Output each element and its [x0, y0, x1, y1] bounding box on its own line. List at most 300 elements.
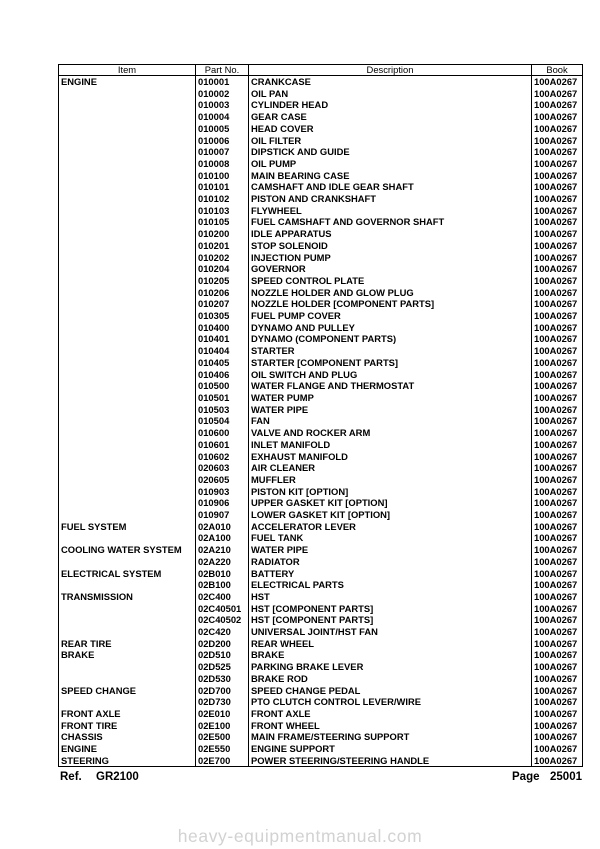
- cell-item: [59, 193, 196, 205]
- cell-description: RADIATOR: [249, 556, 532, 568]
- cell-book: 100A0267: [532, 310, 583, 322]
- cell-book: 100A0267: [532, 497, 583, 509]
- cell-part-no: 02B100: [196, 579, 249, 591]
- table-row: [59, 369, 583, 381]
- table-row: [59, 720, 583, 732]
- cell-book: 100A0267: [532, 439, 583, 451]
- table-row: [59, 216, 583, 228]
- cell-item: [59, 357, 196, 369]
- column-header-description: Description: [249, 65, 532, 76]
- cell-part-no: 010903: [196, 486, 249, 498]
- table-row: [59, 439, 583, 451]
- cell-part-no: 010100: [196, 170, 249, 182]
- cell-item: CHASSIS: [59, 731, 196, 743]
- cell-description: WATER FLANGE AND THERMOSTAT: [249, 380, 532, 392]
- cell-book: 100A0267: [532, 755, 583, 767]
- cell-part-no: 02D525: [196, 661, 249, 673]
- cell-item: [59, 462, 196, 474]
- table-row: [59, 603, 583, 615]
- cell-description: BRAKE: [249, 649, 532, 661]
- cell-book: 100A0267: [532, 579, 583, 591]
- cell-description: NOZZLE HOLDER AND GLOW PLUG: [249, 287, 532, 299]
- cell-description: LOWER GASKET KIT [OPTION]: [249, 509, 532, 521]
- cell-part-no: 02D730: [196, 696, 249, 708]
- cell-description: SPEED CONTROL PLATE: [249, 275, 532, 287]
- cell-item: [59, 322, 196, 334]
- table-row: [59, 486, 583, 498]
- cell-description: UPPER GASKET KIT [OPTION]: [249, 497, 532, 509]
- cell-description: DYNAMO (COMPONENT PARTS): [249, 333, 532, 345]
- cell-part-no: 010503: [196, 404, 249, 416]
- cell-item: [59, 614, 196, 626]
- cell-part-no: 010405: [196, 357, 249, 369]
- cell-item: [59, 556, 196, 568]
- cell-item: ELECTRICAL SYSTEM: [59, 568, 196, 580]
- cell-part-no: 010007: [196, 146, 249, 158]
- cell-description: ACCELERATOR LEVER: [249, 521, 532, 533]
- table-row: [59, 731, 583, 743]
- table-row: [59, 462, 583, 474]
- cell-part-no: 02E500: [196, 731, 249, 743]
- cell-item: [59, 298, 196, 310]
- cell-item: [59, 333, 196, 345]
- table-row: [59, 193, 583, 205]
- table-row: [59, 275, 583, 287]
- cell-part-no: 010600: [196, 427, 249, 439]
- table-row: [59, 521, 583, 533]
- table-row: [59, 298, 583, 310]
- cell-item: COOLING WATER SYSTEM: [59, 544, 196, 556]
- table-row: [59, 287, 583, 299]
- table-body: [59, 76, 583, 767]
- cell-item: [59, 158, 196, 170]
- table-row: [59, 310, 583, 322]
- cell-item: [59, 263, 196, 275]
- cell-book: 100A0267: [532, 720, 583, 732]
- table-row: [59, 392, 583, 404]
- cell-part-no: 020605: [196, 474, 249, 486]
- cell-description: OIL PAN: [249, 88, 532, 100]
- table-row: [59, 181, 583, 193]
- cell-book: 100A0267: [532, 99, 583, 111]
- cell-book: 100A0267: [532, 369, 583, 381]
- cell-book: 100A0267: [532, 345, 583, 357]
- cell-item: FUEL SYSTEM: [59, 521, 196, 533]
- column-header-book: Book: [532, 65, 583, 76]
- cell-book: 100A0267: [532, 298, 583, 310]
- cell-item: [59, 205, 196, 217]
- cell-description: OIL SWITCH AND PLUG: [249, 369, 532, 381]
- cell-item: [59, 603, 196, 615]
- cell-item: [59, 228, 196, 240]
- cell-book: 100A0267: [532, 263, 583, 275]
- cell-part-no: 02C40501: [196, 603, 249, 615]
- cell-item: [59, 392, 196, 404]
- table-row: [59, 661, 583, 673]
- cell-description: POWER STEERING/STEERING HANDLE: [249, 755, 532, 767]
- cell-part-no: 02A010: [196, 521, 249, 533]
- table-row: [59, 88, 583, 100]
- cell-description: HST: [249, 591, 532, 603]
- cell-part-no: 010601: [196, 439, 249, 451]
- cell-item: [59, 181, 196, 193]
- cell-item: [59, 88, 196, 100]
- cell-book: 100A0267: [532, 123, 583, 135]
- cell-part-no: 02D510: [196, 649, 249, 661]
- cell-book: 100A0267: [532, 544, 583, 556]
- table-row: [59, 345, 583, 357]
- cell-book: 100A0267: [532, 638, 583, 650]
- cell-part-no: 02E010: [196, 708, 249, 720]
- cell-description: WATER PUMP: [249, 392, 532, 404]
- cell-book: 100A0267: [532, 322, 583, 334]
- cell-description: PARKING BRAKE LEVER: [249, 661, 532, 673]
- cell-part-no: 010200: [196, 228, 249, 240]
- cell-item: [59, 661, 196, 673]
- cell-description: UNIVERSAL JOINT/HST FAN: [249, 626, 532, 638]
- cell-book: 100A0267: [532, 170, 583, 182]
- table-row: [59, 614, 583, 626]
- cell-description: FAN: [249, 415, 532, 427]
- cell-item: [59, 579, 196, 591]
- cell-description: PISTON KIT [OPTION]: [249, 486, 532, 498]
- table-row: [59, 380, 583, 392]
- cell-part-no: 010102: [196, 193, 249, 205]
- cell-item: BRAKE: [59, 649, 196, 661]
- cell-description: IDLE APPARATUS: [249, 228, 532, 240]
- column-header-item: Item: [59, 65, 196, 76]
- cell-part-no: 02B010: [196, 568, 249, 580]
- cell-description: FRONT WHEEL: [249, 720, 532, 732]
- table-row: [59, 111, 583, 123]
- cell-description: MUFFLER: [249, 474, 532, 486]
- table-row: [59, 170, 583, 182]
- table-row: [59, 532, 583, 544]
- table-row: [59, 626, 583, 638]
- ref-value: GR2100: [96, 771, 139, 783]
- cell-book: 100A0267: [532, 673, 583, 685]
- table-row: [59, 649, 583, 661]
- cell-part-no: 010400: [196, 322, 249, 334]
- cell-item: [59, 123, 196, 135]
- table-row: [59, 755, 583, 767]
- cell-description: MAIN BEARING CASE: [249, 170, 532, 182]
- cell-book: 100A0267: [532, 451, 583, 463]
- page-number: 25001: [550, 771, 582, 783]
- cell-item: [59, 696, 196, 708]
- cell-book: 100A0267: [532, 591, 583, 603]
- parts-table: [58, 64, 583, 767]
- table-row: [59, 743, 583, 755]
- cell-book: 100A0267: [532, 731, 583, 743]
- cell-book: 100A0267: [532, 427, 583, 439]
- cell-part-no: 02E550: [196, 743, 249, 755]
- table-row: [59, 123, 583, 135]
- cell-description: ELECTRICAL PARTS: [249, 579, 532, 591]
- table-row: [59, 579, 583, 591]
- cell-part-no: 02E100: [196, 720, 249, 732]
- cell-item: [59, 240, 196, 252]
- table-row: [59, 708, 583, 720]
- cell-book: 100A0267: [532, 462, 583, 474]
- cell-book: 100A0267: [532, 240, 583, 252]
- cell-item: [59, 135, 196, 147]
- cell-description: REAR WHEEL: [249, 638, 532, 650]
- table-row: [59, 427, 583, 439]
- cell-part-no: 010103: [196, 205, 249, 217]
- cell-book: 100A0267: [532, 158, 583, 170]
- cell-item: ENGINE: [59, 743, 196, 755]
- cell-book: 100A0267: [532, 404, 583, 416]
- cell-description: NOZZLE HOLDER [COMPONENT PARTS]: [249, 298, 532, 310]
- table-row: [59, 451, 583, 463]
- cell-book: 100A0267: [532, 509, 583, 521]
- table-row: [59, 99, 583, 111]
- cell-part-no: 02A210: [196, 544, 249, 556]
- cell-book: 100A0267: [532, 392, 583, 404]
- cell-item: [59, 345, 196, 357]
- table-row: [59, 76, 583, 88]
- cell-item: [59, 415, 196, 427]
- cell-book: 100A0267: [532, 556, 583, 568]
- cell-description: BRAKE ROD: [249, 673, 532, 685]
- cell-part-no: 02A100: [196, 532, 249, 544]
- cell-description: STOP SOLENOID: [249, 240, 532, 252]
- cell-part-no: 02A220: [196, 556, 249, 568]
- parts-index-sheet: [58, 64, 582, 767]
- cell-description: GEAR CASE: [249, 111, 532, 123]
- table-row: [59, 146, 583, 158]
- cell-description: HST [COMPONENT PARTS]: [249, 603, 532, 615]
- cell-book: 100A0267: [532, 521, 583, 533]
- cell-description: DYNAMO AND PULLEY: [249, 322, 532, 334]
- cell-item: TRANSMISSION: [59, 591, 196, 603]
- cell-book: 100A0267: [532, 287, 583, 299]
- cell-item: [59, 532, 196, 544]
- cell-description: BATTERY: [249, 568, 532, 580]
- cell-description: DIPSTICK AND GUIDE: [249, 146, 532, 158]
- cell-book: 100A0267: [532, 111, 583, 123]
- cell-part-no: 010006: [196, 135, 249, 147]
- cell-item: [59, 310, 196, 322]
- cell-book: 100A0267: [532, 743, 583, 755]
- cell-item: SPEED CHANGE: [59, 685, 196, 697]
- cell-description: OIL FILTER: [249, 135, 532, 147]
- cell-book: 100A0267: [532, 568, 583, 580]
- cell-part-no: 010907: [196, 509, 249, 521]
- cell-book: 100A0267: [532, 135, 583, 147]
- table-row: [59, 568, 583, 580]
- cell-book: 100A0267: [532, 216, 583, 228]
- cell-description: AIR CLEANER: [249, 462, 532, 474]
- table-row: [59, 673, 583, 685]
- cell-part-no: 010001: [196, 76, 249, 88]
- cell-part-no: 010005: [196, 123, 249, 135]
- cell-part-no: 02C40502: [196, 614, 249, 626]
- cell-book: 100A0267: [532, 275, 583, 287]
- cell-description: ENGINE SUPPORT: [249, 743, 532, 755]
- cell-book: 100A0267: [532, 532, 583, 544]
- cell-book: 100A0267: [532, 88, 583, 100]
- cell-part-no: 010205: [196, 275, 249, 287]
- cell-part-no: 010105: [196, 216, 249, 228]
- cell-description: INLET MANIFOLD: [249, 439, 532, 451]
- cell-item: REAR TIRE: [59, 638, 196, 650]
- table-row: [59, 556, 583, 568]
- cell-part-no: 010602: [196, 451, 249, 463]
- table-row: [59, 591, 583, 603]
- cell-part-no: 010008: [196, 158, 249, 170]
- cell-part-no: 02E700: [196, 755, 249, 767]
- table-row: [59, 415, 583, 427]
- cell-part-no: 02D200: [196, 638, 249, 650]
- table-row: [59, 263, 583, 275]
- cell-description: CAMSHAFT AND IDLE GEAR SHAFT: [249, 181, 532, 193]
- cell-book: 100A0267: [532, 708, 583, 720]
- cell-book: 100A0267: [532, 649, 583, 661]
- cell-part-no: 010404: [196, 345, 249, 357]
- table-row: [59, 228, 583, 240]
- column-header-part-no: Part No.: [196, 65, 249, 76]
- cell-description: HST [COMPONENT PARTS]: [249, 614, 532, 626]
- cell-part-no: 010202: [196, 252, 249, 264]
- cell-part-no: 010201: [196, 240, 249, 252]
- cell-book: 100A0267: [532, 228, 583, 240]
- ref-label: Ref.: [60, 771, 82, 783]
- cell-item: [59, 509, 196, 521]
- cell-item: [59, 99, 196, 111]
- cell-description: CRANKCASE: [249, 76, 532, 88]
- table-row: [59, 638, 583, 650]
- table-row: [59, 357, 583, 369]
- cell-description: OIL PUMP: [249, 158, 532, 170]
- table-row: [59, 240, 583, 252]
- cell-part-no: 010406: [196, 369, 249, 381]
- cell-description: GOVERNOR: [249, 263, 532, 275]
- cell-description: PISTON AND CRANKSHAFT: [249, 193, 532, 205]
- cell-part-no: 010206: [196, 287, 249, 299]
- cell-book: 100A0267: [532, 193, 583, 205]
- cell-item: [59, 673, 196, 685]
- cell-item: [59, 497, 196, 509]
- table-row: [59, 205, 583, 217]
- cell-part-no: 010305: [196, 310, 249, 322]
- cell-item: FRONT AXLE: [59, 708, 196, 720]
- cell-description: WATER PIPE: [249, 404, 532, 416]
- watermark-text: heavy-equipmentmanual.com: [177, 826, 423, 846]
- cell-description: FUEL PUMP COVER: [249, 310, 532, 322]
- cell-item: [59, 170, 196, 182]
- cell-item: [59, 146, 196, 158]
- cell-description: PTO CLUTCH CONTROL LEVER/WIRE: [249, 696, 532, 708]
- cell-book: 100A0267: [532, 76, 583, 88]
- cell-item: [59, 427, 196, 439]
- cell-item: [59, 275, 196, 287]
- cell-book: 100A0267: [532, 357, 583, 369]
- cell-part-no: 010207: [196, 298, 249, 310]
- cell-book: 100A0267: [532, 380, 583, 392]
- cell-description: FUEL TANK: [249, 532, 532, 544]
- cell-description: FLYWHEEL: [249, 205, 532, 217]
- cell-part-no: 020603: [196, 462, 249, 474]
- cell-description: SPEED CHANGE PEDAL: [249, 685, 532, 697]
- cell-book: 100A0267: [532, 696, 583, 708]
- cell-item: [59, 439, 196, 451]
- cell-part-no: 010906: [196, 497, 249, 509]
- cell-part-no: 010204: [196, 263, 249, 275]
- table-row: [59, 333, 583, 345]
- cell-book: 100A0267: [532, 333, 583, 345]
- cell-book: 100A0267: [532, 614, 583, 626]
- cell-book: 100A0267: [532, 626, 583, 638]
- table-row: [59, 685, 583, 697]
- cell-item: [59, 474, 196, 486]
- cell-part-no: 02C420: [196, 626, 249, 638]
- cell-description: CYLINDER HEAD: [249, 99, 532, 111]
- cell-item: [59, 369, 196, 381]
- table-row: [59, 544, 583, 556]
- cell-description: STARTER [COMPONENT PARTS]: [249, 357, 532, 369]
- cell-item: FRONT TIRE: [59, 720, 196, 732]
- cell-part-no: 02D700: [196, 685, 249, 697]
- cell-book: 100A0267: [532, 181, 583, 193]
- table-row: [59, 696, 583, 708]
- table-row: [59, 158, 583, 170]
- cell-book: 100A0267: [532, 205, 583, 217]
- cell-description: INJECTION PUMP: [249, 252, 532, 264]
- table-header-row: [59, 65, 583, 76]
- table-row: [59, 252, 583, 264]
- cell-item: ENGINE: [59, 76, 196, 88]
- cell-book: 100A0267: [532, 474, 583, 486]
- cell-item: [59, 111, 196, 123]
- cell-book: 100A0267: [532, 486, 583, 498]
- table-row: [59, 404, 583, 416]
- cell-item: [59, 404, 196, 416]
- table-row: [59, 509, 583, 521]
- cell-part-no: 010003: [196, 99, 249, 111]
- cell-item: STEERING: [59, 755, 196, 767]
- cell-description: FUEL CAMSHAFT AND GOVERNOR SHAFT: [249, 216, 532, 228]
- cell-book: 100A0267: [532, 252, 583, 264]
- cell-part-no: 010501: [196, 392, 249, 404]
- cell-item: [59, 380, 196, 392]
- cell-description: HEAD COVER: [249, 123, 532, 135]
- table-row: [59, 135, 583, 147]
- cell-item: [59, 252, 196, 264]
- table-row: [59, 474, 583, 486]
- table-row: [59, 497, 583, 509]
- cell-description: FRONT AXLE: [249, 708, 532, 720]
- page-label: Page: [512, 771, 540, 783]
- cell-part-no: 010101: [196, 181, 249, 193]
- cell-description: VALVE AND ROCKER ARM: [249, 427, 532, 439]
- cell-book: 100A0267: [532, 685, 583, 697]
- cell-part-no: 010401: [196, 333, 249, 345]
- cell-item: [59, 451, 196, 463]
- cell-item: [59, 287, 196, 299]
- cell-item: [59, 626, 196, 638]
- cell-description: EXHAUST MANIFOLD: [249, 451, 532, 463]
- cell-description: MAIN FRAME/STEERING SUPPORT: [249, 731, 532, 743]
- cell-part-no: 010504: [196, 415, 249, 427]
- cell-part-no: 010002: [196, 88, 249, 100]
- cell-book: 100A0267: [532, 661, 583, 673]
- cell-part-no: 010500: [196, 380, 249, 392]
- cell-description: STARTER: [249, 345, 532, 357]
- cell-description: WATER PIPE: [249, 544, 532, 556]
- cell-book: 100A0267: [532, 603, 583, 615]
